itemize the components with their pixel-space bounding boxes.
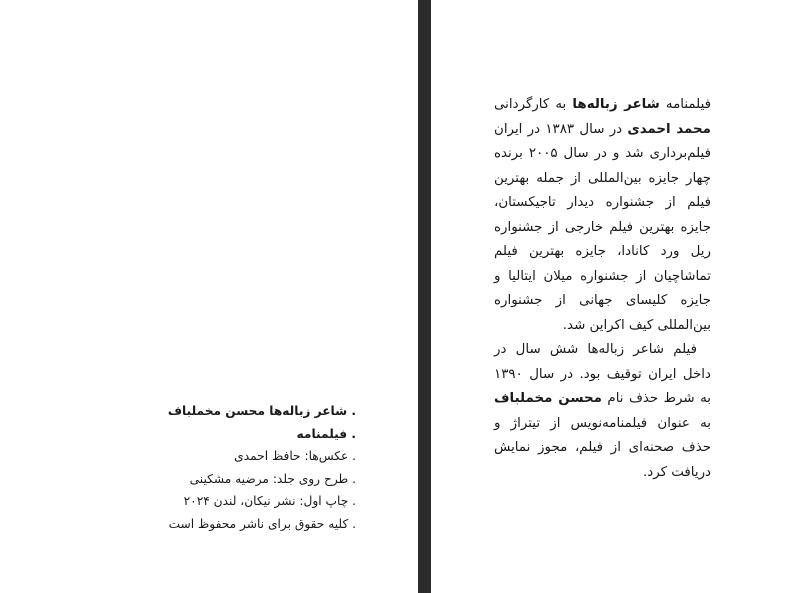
p1-text-1: فیلمنامه <box>665 97 712 112</box>
colophon-item-title: . شاعر زباله‌ها محسن مخملباف <box>167 404 356 418</box>
body-text <box>494 93 711 485</box>
p1-text-3: در سال ۱۳۸۳ در ایران فیلم‌برداری شد و در سال ۲۰۰۵ برنده چهار جایزه بین‌المللی از جمله بهترین فیلم از جشنواره دیدار تاجیکستان، جایزه بهترین فیلم خارجی از جشنواره ریل ورد کانادا، جایزه بهترین فیلم تماشاچیان از جشنواره میلان ایتالیا و جایزه کلیسای جهانی از جشنواره بین‌المللی کیف اکراین شد. <box>494 121 711 333</box>
colophon-item-cover: . طرح روی جلد: مرضیه مشکینی <box>189 471 356 486</box>
p1-film-title: شاعر زباله‌ها <box>572 97 660 112</box>
book-gutter <box>418 0 431 593</box>
p2-text-2: به عنوان فیلمنامه‌نویس از تیتراژ و حذف صحنه‌ای از فیلم، مجوز نمایش دریافت کرد. <box>494 415 711 480</box>
colophon-item-photos: . عکس‌ها: حافظ احمدی <box>234 449 356 463</box>
colophon-list <box>160 400 356 535</box>
p2-text-1: فیلم شاعر زباله‌ها شش سال در داخل ایران توقیف بود. در سال ۱۳۹۰ به شرط حذف نام <box>494 342 712 406</box>
p1-text-2: به کارگردانی <box>494 97 567 112</box>
colophon-item-rights: . کلیه حقوق برای ناشر محفوظ است <box>168 516 356 531</box>
paragraph-2 <box>494 338 711 485</box>
p1-director-name: محمد احمدی <box>627 121 711 137</box>
p2-writer-name: محسن مخملباف <box>494 391 602 406</box>
colophon-item-edition: . چاپ اول: نشر نیکان، لندن ۲۰۲۴ <box>183 494 356 508</box>
paragraph-1 <box>494 93 711 338</box>
colophon-item-genre: . فیلمنامه <box>296 426 356 441</box>
